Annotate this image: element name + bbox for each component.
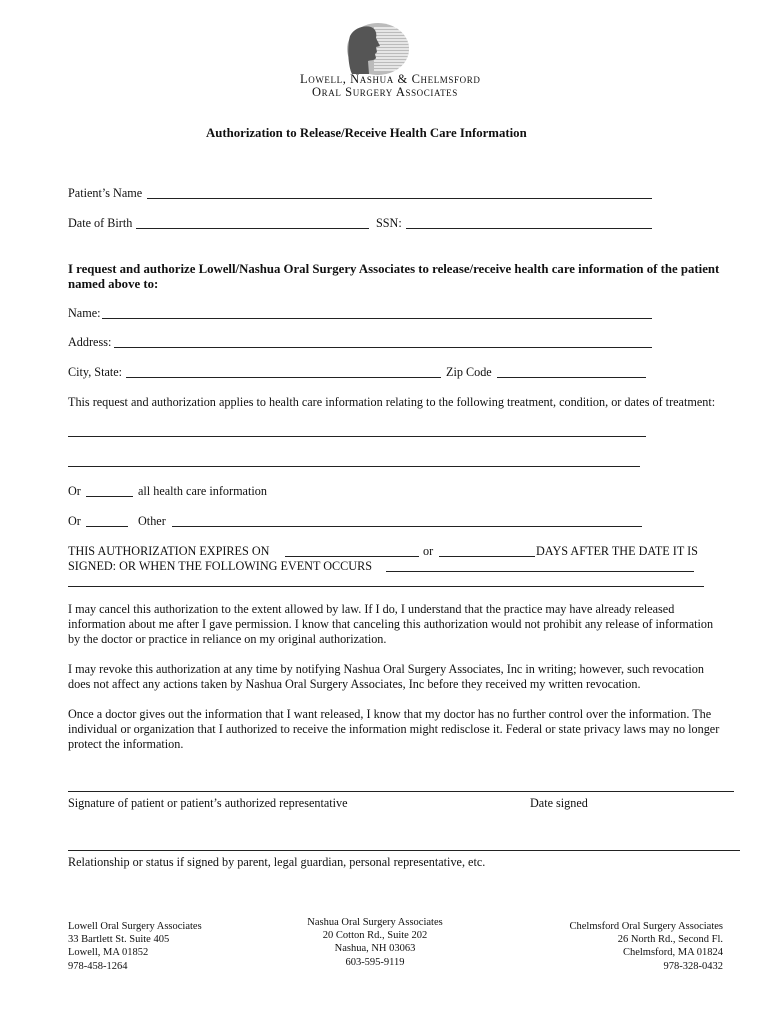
revoke-paragraph-l2: does not affect any actions taken by Nashua Oral Surgery Associates, Inc before they received my written revocation. [68,677,641,691]
ssn-field[interactable] [406,228,652,229]
footer-lowell-city: Lowell, MA 01852 [68,947,149,959]
cancel-paragraph-l1: I may cancel this authorization to the extent allowed by law. If I do, I understand that the practice may have already released [68,602,675,616]
footer-lowell-name: Lowell Oral Surgery Associates [68,921,202,932]
relationship-label: Relationship or status if signed by parent, legal guardian, personal representative, etc. [68,855,486,869]
expires-or-label: or [423,544,434,558]
cancel-paragraph-l2: information about me after I gave permission. I know that canceling this authorization would not prohibit any release of information [68,617,714,631]
redisclose-paragraph-l1: Once a doctor gives out the information that I want released, I know that my doctor has no further control over the information. The [68,707,712,721]
address-label: Address: [68,335,112,349]
request-text-line1: I request and authorize Lowell/Nashua Oral Surgery Associates to release/receive health care information of the patient [68,262,720,276]
event-label: SIGNED: OR WHEN THE FOLLOWING EVENT OCCURS [68,559,373,573]
all-info-label: all health care information [138,484,267,498]
days-after-field[interactable] [439,556,535,557]
other-field[interactable] [172,526,642,527]
applies-text: This request and authorization applies to health care information relating to the following treatment, condition, or dates of treatment: [68,395,716,409]
all-info-check-field[interactable] [86,496,133,497]
footer-lowell-street: 33 Bartlett St. Suite 405 [68,934,170,946]
city-state-field[interactable] [126,377,441,378]
or-label-2: Or [68,514,81,528]
treatment-line-2[interactable] [68,466,640,467]
form-title: Authorization to Release/Receive Health Care Information [206,126,527,140]
other-check-field[interactable] [86,526,128,527]
recipient-name-label: Name: [68,306,101,320]
relationship-field[interactable] [68,850,740,851]
treatment-line-1[interactable] [68,436,646,437]
zip-field[interactable] [497,377,646,378]
cancel-paragraph-l3: by the doctor or practice in reliance on my original authorization. [68,632,387,646]
redisclose-paragraph-l2: individual or organization that I authorized to receive the information might redisclose it. Federal or state privacy laws may no longer [68,722,720,736]
footer-nashua-city: Nashua, NH 03063 [334,943,416,955]
signature-label: Signature of patient or patient’s authorized representative [68,796,348,810]
zip-label: Zip Code [446,365,492,379]
footer-chelmsford [540,920,723,973]
request-text-line2: named above to: [68,277,159,291]
ssn-label: SSN: [376,216,402,230]
other-label: Other [138,514,166,528]
event-field[interactable] [386,571,694,572]
practice-name-line2: Oral Surgery Associates [312,85,458,99]
signature-field[interactable] [68,791,734,792]
revoke-paragraph-l1: I may revoke this authorization at any time by notifying Nashua Oral Surgery Associates, Inc in writing; however, such revocation [68,662,704,676]
dob-field[interactable] [136,228,369,229]
or-label-1: Or [68,484,81,498]
footer-chelmsford-name: Chelmsford Oral Surgery Associates [569,921,723,932]
redisclose-paragraph-l3: protect the information. [68,737,184,751]
patient-name-label: Patient’s Name [68,186,143,200]
event-field-2[interactable] [68,586,704,587]
footer-lowell-phone: 978-458-1264 [68,960,128,972]
footer-chelmsford-city: Chelmsford, MA 01824 [622,947,723,959]
address-field[interactable] [114,347,652,348]
footer-nashua [300,916,450,969]
city-state-label: City, State: [68,365,123,379]
profile-face-logo-icon [346,22,410,76]
footer-lowell [68,920,202,973]
footer-nashua-phone: 603-595-9119 [345,956,405,968]
expires-label: THIS AUTHORIZATION EXPIRES ON [68,544,270,558]
expires-date-field[interactable] [285,556,419,557]
footer-chelmsford-phone: 978-328-0432 [663,960,723,972]
footer-nashua-name: Nashua Oral Surgery Associates [307,917,443,928]
footer-chelmsford-street: 26 North Rd., Second Fl. [617,934,723,946]
patient-name-field[interactable] [147,198,652,199]
footer-nashua-street: 20 Cotton Rd., Suite 202 [322,930,428,942]
dob-label: Date of Birth [68,216,133,230]
days-after-label: DAYS AFTER THE DATE IT IS [536,544,698,558]
date-signed-label: Date signed [530,796,588,810]
practice-name-line1: Lowell, Nashua & Chelmsford [300,72,481,86]
recipient-name-field[interactable] [102,318,652,319]
